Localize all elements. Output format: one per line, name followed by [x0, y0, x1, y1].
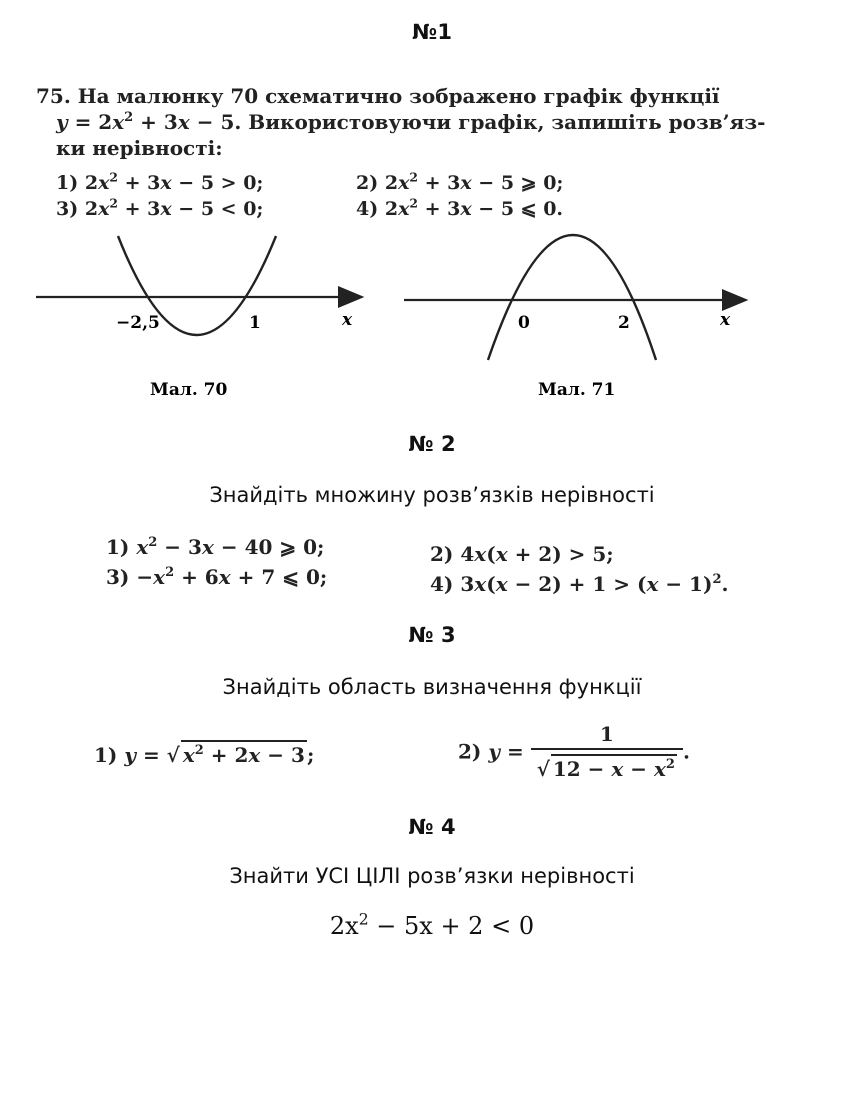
task-75-line-1: [36, 84, 720, 108]
problem-4-subtitle: Знайти УСІ ЦІЛІ розв’язки нерівності: [229, 864, 635, 888]
problem-3-heading: № 3: [408, 623, 456, 647]
figure-caption: Мал. 70: [150, 380, 228, 400]
x-axis-label: x: [342, 310, 353, 330]
fraction: $\frac{1}{√ 12 - x - x^2}$: [531, 722, 683, 781]
p2-inequality-2: 2) 4x(x + 2) > 5;: [430, 542, 614, 566]
p4-inequality: $2x^2 - 5x + 2 < 0$: [329, 910, 535, 940]
p3-function-2: 2) y = $\frac{1}{√ 12 - x - x^2}$ .: [458, 722, 690, 781]
root-right-label: 2: [618, 313, 630, 333]
p3-function-1: 1) y = √ $x^2 + 2x - 3$ ;: [94, 740, 314, 767]
task-intro: На малюнку 70 схематично зображено графік функції: [77, 84, 720, 108]
task-75-line-3: ки нерівності:: [56, 136, 223, 160]
problem-4-heading: № 4: [408, 815, 456, 839]
task-number: 75.: [36, 84, 71, 108]
parabola-down: [488, 235, 656, 360]
root-right-label: 1: [249, 313, 261, 333]
inequality-3: 3) $2x^2 + 3x - 5 < 0$;: [56, 195, 264, 220]
task-75-line-2: [56, 110, 765, 134]
root-left-label: 0: [518, 313, 530, 333]
problem-1-heading: №1: [412, 20, 452, 44]
problem-3-subtitle: Знайдіть область визначення функції: [222, 675, 642, 699]
problem-2-subtitle: Знайдіть множину розв’язків нерівності: [209, 483, 655, 507]
root-left-label: −2,5: [116, 313, 160, 333]
inequality-2: 2) $2x^2 + 3x - 5$ ⩾ 0;: [356, 169, 564, 194]
p2-inequality-3: $3) -x^2 + 6x + 7$ ⩽ 0;: [106, 565, 328, 589]
task-instruction: . Використовуючи графік, запишіть розв’яз-: [234, 110, 766, 134]
figure-71: [398, 230, 758, 410]
inequality-1: 1) $2x^2 + 3x - 5 > 0$;: [56, 169, 264, 194]
figure-caption: Мал. 71: [538, 380, 616, 400]
problem-2-heading: № 2: [408, 432, 456, 456]
x-axis-label: x: [720, 310, 731, 330]
figure-70: [30, 230, 370, 410]
inequality-4: 4) $2x^2 + 3x - 5$ ⩽ 0.: [356, 195, 564, 220]
function-formula: $y = 2x^2 + 3x - 5$: [56, 110, 235, 134]
p2-inequality-4: 4) $3x(x - 2) + 1 > (x - 1)^2$.: [430, 572, 729, 596]
p2-inequality-1: 1) $x^2 - 3x - 40$ ⩾ 0;: [106, 535, 325, 559]
